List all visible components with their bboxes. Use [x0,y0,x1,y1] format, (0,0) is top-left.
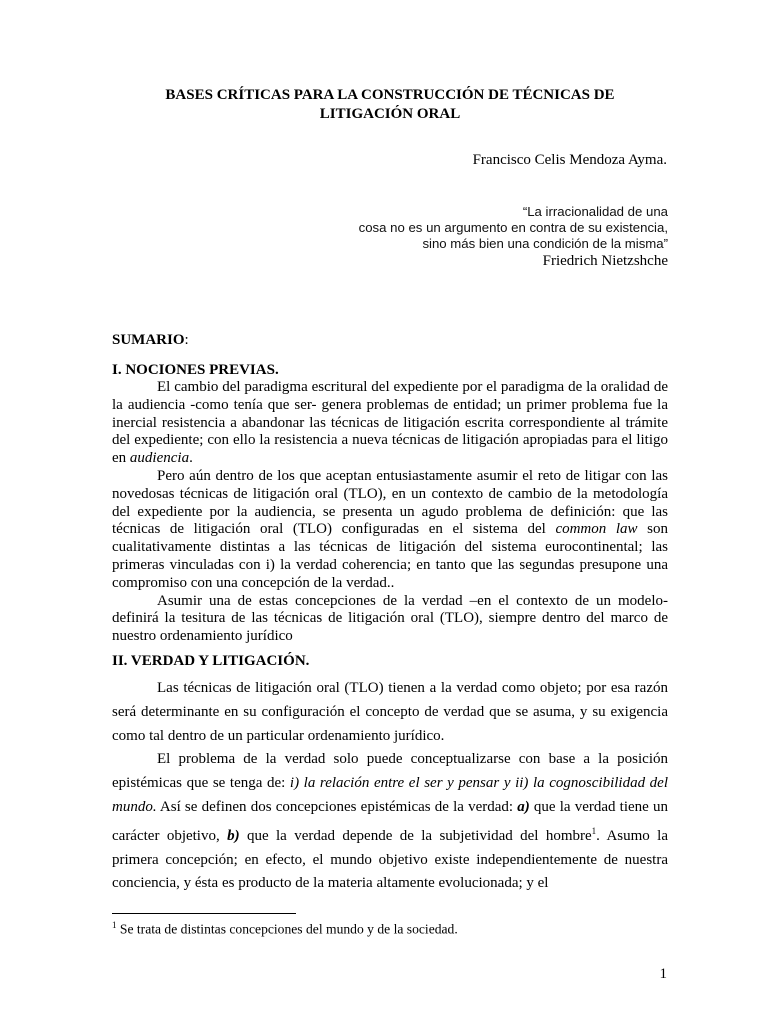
section-1-paragraph-1 [112,379,668,468]
text-run: . Asumo la primera concepción; en efecto, el mundo objetivo existe independientemente de nuestra conciencia, y ésta es producto de la materia altamente evolucionada; y el [112,827,668,892]
label-a: a) [517,798,530,815]
footnote-reference[interactable]: 1 [591,825,597,836]
text-run: son cualitativamente distintas a las técnicas de litigación del sistema eurocontinental; las primeras vinculadas con i) la verdad coherencia; en tanto que las segundas presupone una compromiso con una concepción de la verdad.. [112,521,668,591]
author-name: Francisco Celis Mendoza Ayma. [472,152,667,168]
footnote-mark: 1 [112,920,117,930]
footnote-text: Se trata de distintas concepciones del mundo y de la sociedad. [116,921,458,937]
epigraph-attribution: Friedrich Nietzshche [542,252,668,269]
document-title [110,86,670,124]
emphasis-text: i) la relación entre el ser y pensar y ii) la cognoscibilidad del mundo. [112,775,668,815]
section-2-paragraph-2 [112,748,668,896]
text-run: Pero aún dentro de los que aceptan entusiastamente asumir el reto de litigar con las novedosas técnicas de litigación oral (TLO), en un contexto de cambio de la metodología del expediente por la audiencia, se presenta un agudo problema de definición: que las técnicas de litigación oral (TLO) configuradas en el sistema del [112,467,668,538]
epigraph [359,204,668,270]
section-2-paragraph-1: Las técnicas de litigación oral (TLO) tienen a la verdad como objeto; por esa razón será determinante en su configuración el concepto de verdad que se asuma, y su exigencia como tal dentro de un particular ordenamiento jurídico. [112,680,668,744]
label-b: b) [227,827,240,844]
section-2-heading: II. VERDAD Y LITIGACIÓN. [112,653,310,669]
text-run: El problema de la verdad solo puede conceptualizarse con base a la posición epistémicas que se tenga de: [112,751,668,792]
title-line-1: BASES CRÍTICAS PARA LA CONSTRUCCIÓN DE TÉCNICAS DE [165,87,615,103]
section-1-body [112,379,668,646]
title-line-2: LITIGACIÓN ORAL [319,106,461,122]
section-1-heading: I. NOCIONES PREVIAS. [112,362,279,378]
epigraph-line-1: “La irracionalidad de una [522,204,668,219]
section-1-paragraph-2 [112,468,668,593]
text-run: Así se definen dos concepciones epistémicas de la verdad: [156,798,518,815]
sumario-label: SUMARIO [112,332,185,348]
epigraph-line-3: sino más bien una condición de la misma” [422,236,668,252]
epigraph-line-2: cosa no es un argumento en contra de su existencia, [358,220,668,236]
footnote-divider [112,913,296,914]
sumario-colon: : [184,332,189,348]
footnote [112,920,458,938]
section-1-paragraph-3: Asumir una de estas concepciones de la verdad –en el contexto de un modelo- definirá la tesitura de las técnicas de litigación oral (TLO), siempre dentro del marco de nuestro ordenamiento jurídico [112,592,668,645]
text-run: El cambio del paradigma escritural del expediente por el paradigma de la oralidad de la audiencia -como tenía que ser- genera problemas de entidad; un primer problema fue la inercial resistencia a abandonar las técnicas de litigación escrita correspondiente al trámite del expediente; con ello la resistencia a nueva técnicas de litigación apropiadas para el litigo en [112,379,668,467]
text-run: . [189,450,193,467]
text-run: que la verdad depende de la subjetividad del hombre [239,827,592,844]
section-2-body [112,677,668,896]
text-run: que la verdad tiene un carácter objetivo, [112,798,668,844]
emphasis-text: common law [555,521,638,538]
page-number: 1 [659,966,667,982]
sumario-heading [112,332,668,349]
emphasis-text: audiencia [129,450,190,467]
